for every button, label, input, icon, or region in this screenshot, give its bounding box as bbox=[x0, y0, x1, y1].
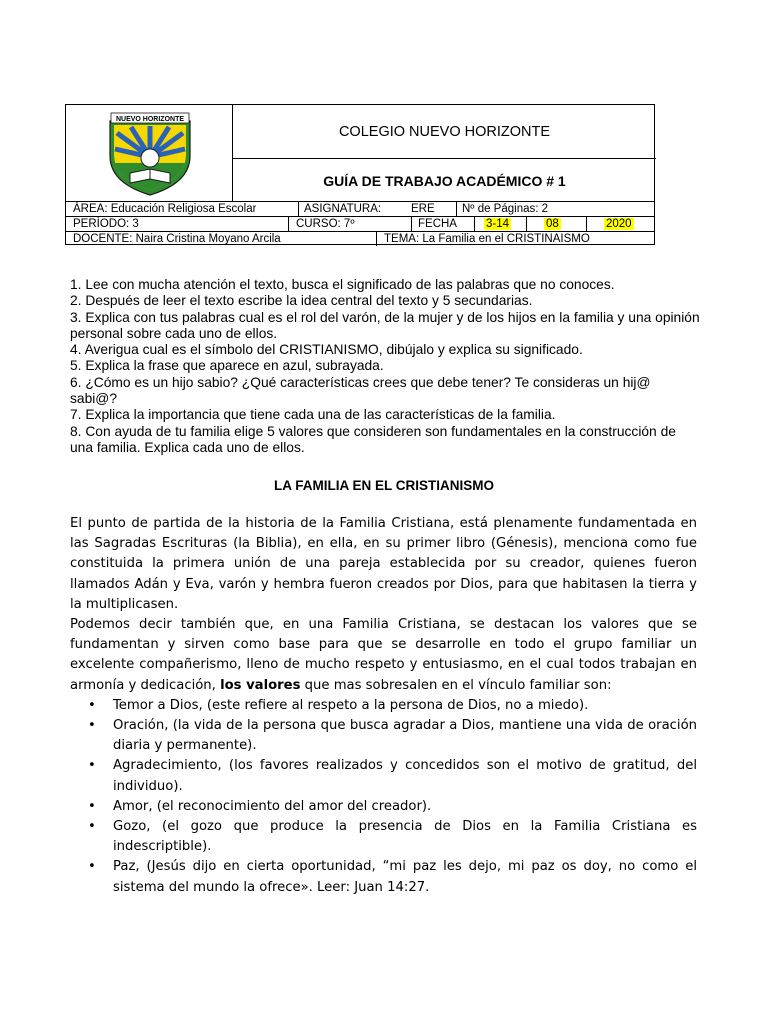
header-row-periodo bbox=[66, 216, 654, 231]
header-row-docente bbox=[66, 231, 654, 246]
bullet-icon: • bbox=[88, 758, 96, 774]
section-title: LA FAMILIA EN EL CRISTIANISMO bbox=[273, 478, 494, 493]
paragraph-2: Podemos decir también que, en una Familia Cristiana, se destacan los valores que se fundamentan y sirven como base para que se desarrolle en todo el grupo familiar un excelente compañerismo, lleno de mucho respeto y entusiasmo, en el cual todos trabajan en armonía y dedicación, los valores que mas sobresalen en el vínculo familiar son: bbox=[70, 617, 697, 693]
fecha-month: 08 bbox=[546, 218, 559, 230]
header-row-area bbox=[66, 201, 654, 216]
svg-text:NUEVO HORIZONTE: NUEVO HORIZONTE bbox=[115, 116, 185, 123]
bullet-icon: • bbox=[88, 718, 96, 734]
bullet-icon: • bbox=[88, 697, 96, 713]
list-item: • Paz, (Jesús dijo en cierta oportunidad, “mi paz les dejo, mi paz os doy, no como el sistema del mundo la ofrece». Leer: Juan 14:27. bbox=[88, 859, 697, 895]
bullet-icon: • bbox=[88, 798, 96, 814]
list-item: • Temor a Dios, (este refiere al respeto a la persona de Dios, no a miedo). bbox=[70, 696, 697, 716]
paginas-cell: Nº de Páginas: 2 bbox=[462, 203, 549, 215]
periodo-cell: PERÍODO: 3 bbox=[73, 218, 139, 230]
bullet-icon: • bbox=[88, 819, 96, 835]
values-bold-text: los valores bbox=[220, 677, 301, 693]
logo-cell bbox=[66, 105, 233, 201]
instruction-item: 4. Averigua cual es el símbolo del CRISTIANISMO, dibújalo y explica su significado. bbox=[70, 342, 583, 358]
fecha-label: FECHA bbox=[418, 218, 457, 230]
instruction-item: 6. ¿Cómo es un hijo sabio? ¿Qué características crees que debe tener? Te consideras un hij@ sabi@? bbox=[70, 374, 651, 407]
instructions-list bbox=[70, 277, 700, 456]
instruction-item: 3. Explica con tus palabras cual es el rol del varón, de la mujer y de los hijos en la familia y una opinión personal sobre cada uno de ellos. bbox=[70, 309, 700, 341]
tema-cell: TEMA: La Familia en el CRISTINAISMO bbox=[384, 233, 590, 245]
article-body bbox=[70, 514, 697, 898]
list-item: • Gozo, (el gozo que produce la presencia de Dios en la Familia Cristiana es indescriptible). bbox=[88, 819, 697, 855]
paragraph-1: El punto de partida de la historia de la Familia Cristiana, está plenamente fundamentada en las Sagradas Escrituras (la Biblia), en ella, en su primer libro (Génesis), menciona como fue constituida la primera unión de una pareja establecida por su creador, quienes fueron llamados Adán y Eva, varón y hembra fueron creados por Dios, para que habitasen la tierra y la multiplicasen. bbox=[70, 516, 697, 612]
asignatura-value: ERE bbox=[411, 203, 435, 215]
docente-cell: DOCENTE: Naira Cristina Moyano Arcila bbox=[73, 233, 281, 245]
header-table bbox=[65, 104, 655, 245]
instruction-item: 7. Explica la importancia que tiene cada una de las características de la familia. bbox=[70, 407, 556, 423]
list-item: • Agradecimiento, (los favores realizados y concedidos son el motivo de gratitud, del individuo). bbox=[88, 758, 697, 794]
fecha-year: 2020 bbox=[606, 218, 632, 230]
instruction-item: 5. Explica la frase que aparece en azul, subrayada. bbox=[70, 358, 384, 374]
guide-title: GUÍA DE TRABAJO ACADÉMICO # 1 bbox=[323, 173, 566, 189]
area-cell: ÁREA: Educación Religiosa Escolar bbox=[73, 203, 257, 215]
bullet-icon: • bbox=[88, 859, 96, 875]
list-item: • Oración, (la vida de la persona que busca agradar a Dios, mantiene una vida de oración diaria y permanente). bbox=[88, 718, 697, 754]
asignatura-label: ASIGNATURA: bbox=[304, 203, 382, 215]
instruction-item: 1. Lee con mucha atención el texto, busca el significado de las palabras que no conoces. bbox=[70, 277, 615, 292]
curso-cell: CURSO: 7º bbox=[296, 218, 355, 230]
values-list bbox=[70, 696, 697, 898]
instruction-item: 8. Con ayuda de tu familia elige 5 valores que consideren son fundamentales en la construcción de una familia. Explica cada uno de ellos. bbox=[70, 423, 676, 455]
instruction-item: 2. Después de leer el texto escribe la idea central del texto y 5 secundarias. bbox=[70, 293, 533, 309]
school-crest-logo bbox=[105, 111, 195, 197]
school-name: COLEGIO NUEVO HORIZONTE bbox=[233, 105, 656, 159]
fecha-day: 3-14 bbox=[486, 218, 510, 230]
list-item: • Amor, (el reconocimiento del amor del creador). bbox=[70, 797, 697, 817]
